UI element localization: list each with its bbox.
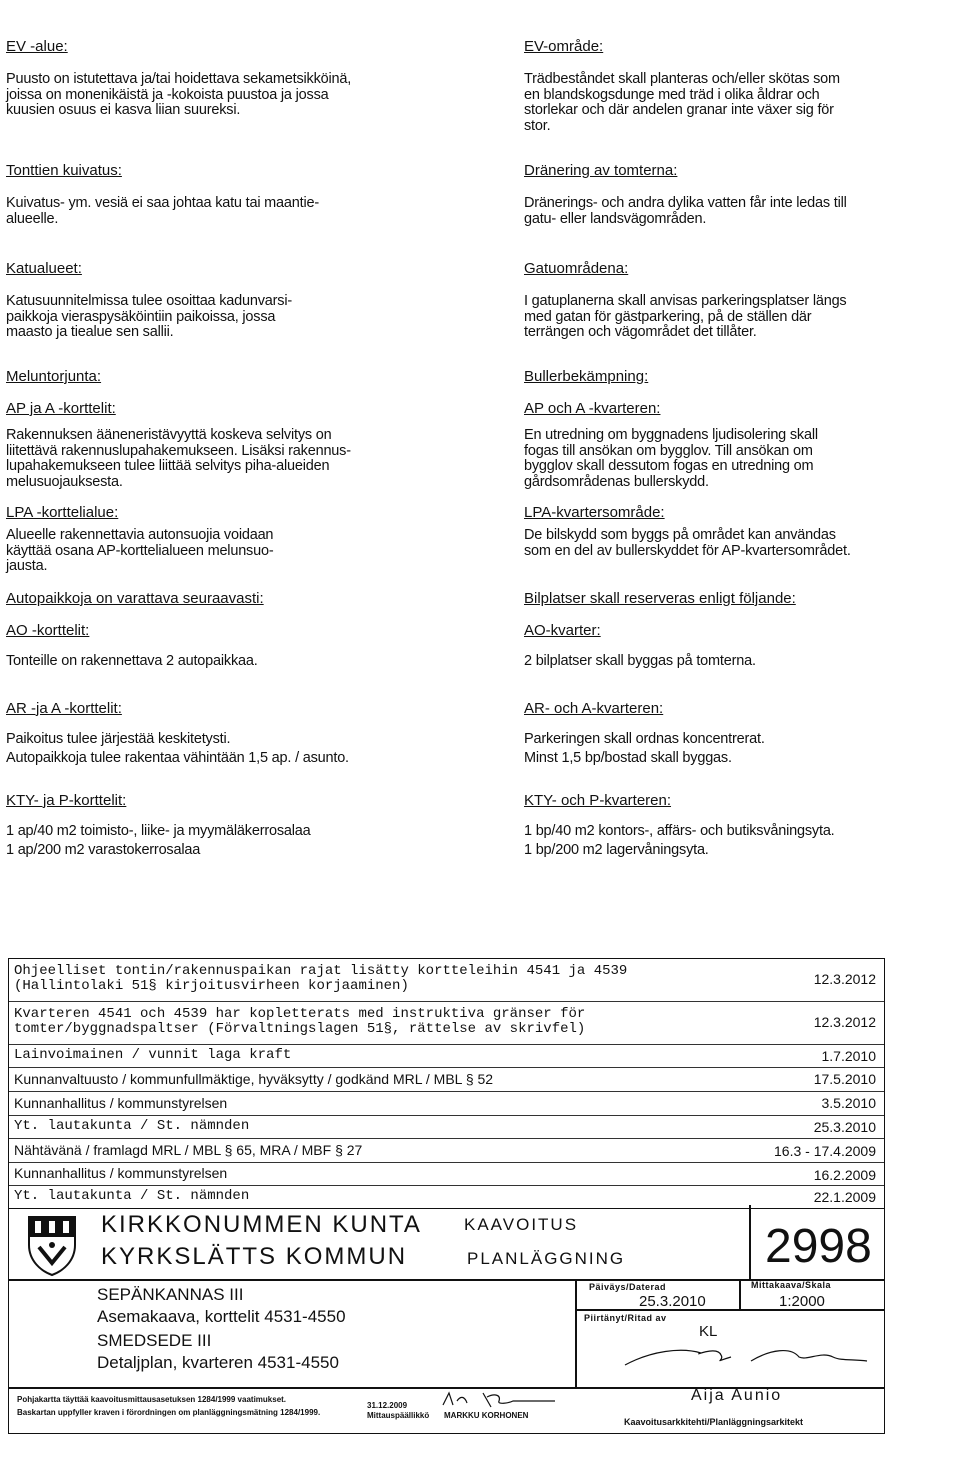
approval-label: Ohjeelliset tontin/rakennuspaikan rajat lisätty kortteleihin 4541 ja 4539 (Hallintolaki 51§ kirjoitusvirheen korjaaminen) bbox=[14, 963, 628, 994]
municipality-name-fi: KIRKKONUMMEN KUNTA bbox=[101, 1211, 422, 1238]
base-map-statement-fi: Pohjakartta täyttää kaavoitusmittausasetuksen 1284/1999 vaatimukset. bbox=[17, 1395, 287, 1404]
ar-sub-sv: AR- och A-kvarteren: bbox=[524, 699, 664, 717]
drawn-by-label: Piirtänyt/Ritad av bbox=[584, 1313, 667, 1323]
approval-row bbox=[9, 1002, 884, 1045]
parking-heading-sv: Bilplatser skall reserveras enligt följande: bbox=[524, 590, 796, 607]
approval-date: 12.3.2012 bbox=[813, 1014, 876, 1030]
approval-label: Nähtävänä / framlagd MRL / MBL § 65, MRA / MBF § 27 bbox=[14, 1142, 363, 1158]
kty-sub-sv: KTY- och P-kvarteren: bbox=[524, 791, 672, 809]
surveyor-title: Mittauspäällikkö bbox=[367, 1411, 430, 1420]
noise-sub1-sv: AP och A -kvarteren: bbox=[524, 400, 661, 417]
kty-sub-fi: KTY- ja P-korttelit: bbox=[6, 791, 127, 809]
ao-sub-sv: AO-kvarter: bbox=[524, 622, 601, 639]
scale-value: 1:2000 bbox=[779, 1293, 825, 1310]
approval-row bbox=[9, 1163, 884, 1186]
scale-label: Mittakaava/Skala bbox=[751, 1280, 832, 1290]
plan-title-sv: Detaljplan, kvarteren 4531-4550 bbox=[97, 1353, 339, 1372]
title-block bbox=[8, 1205, 885, 1434]
approval-date: 12.3.2012 bbox=[813, 971, 876, 987]
noise-heading-fi: Meluntorjunta: bbox=[6, 368, 102, 385]
approval-table bbox=[8, 958, 885, 1209]
approval-date: 1.7.2010 bbox=[821, 1048, 876, 1064]
approval-date: 16.3 - 17.4.2009 bbox=[774, 1143, 876, 1159]
ev-text-fi: Puusto on istutettava ja/tai hoidettava sekametsikköinä, joissa on monenikäistä ja -kokoista puustoa ja jossa kuusien osuus ei kasva liian suureksi. bbox=[6, 71, 352, 118]
approval-label: Kunnanhallitus / kommunstyrelsen bbox=[14, 1095, 228, 1111]
title-divider bbox=[739, 1279, 741, 1309]
ao-sub-fi: AO -korttelit: bbox=[6, 622, 90, 639]
drain-section-sv bbox=[524, 162, 944, 227]
project-name-fi: SEPÄNKANNAS III bbox=[97, 1285, 244, 1304]
noise-text2-fi: Alueelle rakennettavia autonsuojia voidaan käyttää osana AP-korttelialueen melunsuo- jausta. bbox=[6, 527, 274, 574]
parking-section-fi bbox=[6, 590, 426, 860]
surveyor-name: MARKKU KORHONEN bbox=[444, 1411, 529, 1420]
ev-section-sv bbox=[524, 38, 944, 134]
approval-date: 3.5.2010 bbox=[821, 1095, 876, 1111]
drawn-by-value: KL bbox=[699, 1323, 718, 1340]
ev-heading-fi: EV -alue: bbox=[6, 38, 68, 55]
street-heading-fi: Katualueet: bbox=[6, 260, 82, 277]
ao-text-sv: 2 bilplatser skall byggas på tomterna. bbox=[524, 653, 756, 669]
approval-label: Yt. lautakunta / St. nämnden bbox=[14, 1188, 250, 1204]
title-divider bbox=[575, 1279, 577, 1387]
street-heading-sv: Gatuområdena: bbox=[524, 260, 629, 277]
drain-heading-sv: Dränering av tomterna: bbox=[524, 162, 678, 179]
approval-row bbox=[9, 1068, 884, 1092]
noise-sub2-sv: LPA-kvartersområde: bbox=[524, 504, 665, 521]
approval-date: 16.2.2009 bbox=[813, 1167, 876, 1183]
approval-row bbox=[9, 1045, 884, 1068]
drain-text-fi: Kuivatus- ym. vesiä ei saa johtaa katu tai maantie- alueelle. bbox=[6, 195, 319, 227]
parking-section-sv bbox=[524, 590, 944, 860]
noise-sub2-fi: LPA -korttelialue: bbox=[6, 504, 119, 521]
drain-section-fi bbox=[6, 162, 426, 227]
approval-label: Kunnanhallitus / kommunstyrelsen bbox=[14, 1165, 228, 1181]
kty-text-sv: 1 bp/40 m2 kontors-, affärs- och butiksvåningsyta. 1 bp/200 m2 lagervåningsyta. bbox=[524, 822, 835, 858]
base-map-statement-sv: Baskartan uppfyller kraven i förordningen om planläggningsmätning 1284/1999. bbox=[17, 1408, 321, 1417]
drain-text-sv: Dränerings- och andra dylika vatten får inte ledas till gatu- eller landsvägområden. bbox=[524, 195, 847, 227]
architect-signature-icon bbox=[621, 1341, 871, 1373]
noise-heading-sv: Bullerbekämpning: bbox=[524, 368, 649, 385]
ev-heading-sv: EV-område: bbox=[524, 38, 604, 55]
noise-section-fi bbox=[6, 368, 426, 575]
plan-title-fi: Asemakaava, korttelit 4531-4550 bbox=[97, 1307, 346, 1326]
approval-row bbox=[9, 959, 884, 1002]
approval-row bbox=[9, 1116, 884, 1139]
street-section-sv bbox=[524, 260, 944, 341]
noise-text1-sv: En utredning om byggnadens ljudisolering skall fogas till ansökan om bygglov. Till ansökan om bygglov skall dessutom fogas en utredning om gårdsområdenas bullerskydd. bbox=[524, 427, 818, 490]
plan-number: 2998 bbox=[765, 1220, 872, 1273]
approval-row bbox=[9, 1139, 884, 1163]
municipality-name-sv: KYRKSLÄTTS KOMMUN bbox=[101, 1243, 408, 1270]
surveyor-signature-icon bbox=[439, 1387, 559, 1413]
ev-section-fi bbox=[6, 38, 426, 119]
approval-date: 17.5.2010 bbox=[813, 1071, 876, 1087]
approval-row bbox=[9, 1092, 884, 1116]
municipal-crest-icon bbox=[27, 1215, 77, 1277]
approval-label: Lainvoimainen / vunnit laga kraft bbox=[14, 1047, 292, 1063]
noise-text2-sv: De bilskydd som byggs på området kan användas som en del av bullerskyddet för AP-kvartersområdet. bbox=[524, 527, 851, 559]
title-divider bbox=[575, 1309, 884, 1311]
approval-label: Yt. lautakunta / St. nämnden bbox=[14, 1118, 250, 1134]
project-name-sv: SMEDSEDE III bbox=[97, 1331, 212, 1350]
architect-title: Kaavoitusarkkitehti/Planläggningsarkitekt bbox=[624, 1417, 804, 1427]
date-value: 25.3.2010 bbox=[639, 1293, 706, 1310]
parking-heading-fi: Autopaikkoja on varattava seuraavasti: bbox=[6, 590, 264, 607]
approval-label: Kunnanvaltuusto / kommunfullmäktige, hyväksytty / godkänd MRL / MBL § 52 bbox=[14, 1071, 494, 1087]
ar-text-sv: Parkeringen skall ordnas koncentrerat. Minst 1,5 bp/bostad skall byggas. bbox=[524, 730, 765, 766]
street-text-fi: Katusuunnitelmissa tulee osoittaa kadunvarsi- paikkoja vieraspysäköintiin paikoissa, jossa maasto ja tiealue sen sallii. bbox=[6, 293, 292, 340]
ao-text-fi: Tonteille on rakennettava 2 autopaikkaa. bbox=[6, 653, 258, 669]
base-map-date: 31.12.2009 bbox=[367, 1401, 408, 1410]
title-divider bbox=[749, 1205, 751, 1279]
ev-text-sv: Trädbeståndet skall planteras och/eller skötas som en blandskogsdunge med träd i olika åldrar och storlekar och där andelen granar inte växer sig för stor. bbox=[524, 71, 840, 134]
ar-sub-fi: AR -ja A -korttelit: bbox=[6, 699, 122, 717]
street-section-fi bbox=[6, 260, 426, 341]
street-text-sv: I gatuplanerna skall anvisas parkeringsplatser längs med gatan för gästparkering, på de ställen där terrängen och vägområdet det tillåter. bbox=[524, 293, 847, 340]
noise-text1-fi: Rakennuksen ääneneristävyyttä koskeva selvitys on liitettävä rakennuslupahakemukseen. Lisäksi rakennus- lupahakemukseen tulee liittää selvitys piha-alueiden melusuojauksesta. bbox=[6, 427, 351, 490]
approval-date: 25.3.2010 bbox=[813, 1119, 876, 1135]
noise-sub1-fi: AP ja A -korttelit: bbox=[6, 400, 116, 417]
approval-label: Kvarteren 4541 och 4539 har kopletterats med instruktiva gränser för tomter/byggnadspaltser (Förvaltningslagen 51§, rättelse av skrivfel) bbox=[14, 1006, 586, 1037]
architect-name: Aija Aunio bbox=[691, 1387, 783, 1404]
department-sv: PLANLÄGGNING bbox=[467, 1249, 626, 1268]
department-fi: KAAVOITUS bbox=[464, 1215, 579, 1234]
kty-text-fi: 1 ap/40 m2 toimisto-, liike- ja myymäläkerrosalaa 1 ap/200 m2 varastokerrosalaa bbox=[6, 822, 311, 858]
ar-text-fi: Paikoitus tulee järjestää keskitetysti. Autopaikkoja tulee rakentaa vähintään 1,5 ap. / asunto. bbox=[6, 730, 349, 766]
drain-heading-fi: Tonttien kuivatus: bbox=[6, 162, 122, 179]
approval-date: 22.1.2009 bbox=[813, 1189, 876, 1205]
noise-section-sv bbox=[524, 368, 944, 559]
date-label: Päiväys/Daterad bbox=[589, 1282, 667, 1292]
